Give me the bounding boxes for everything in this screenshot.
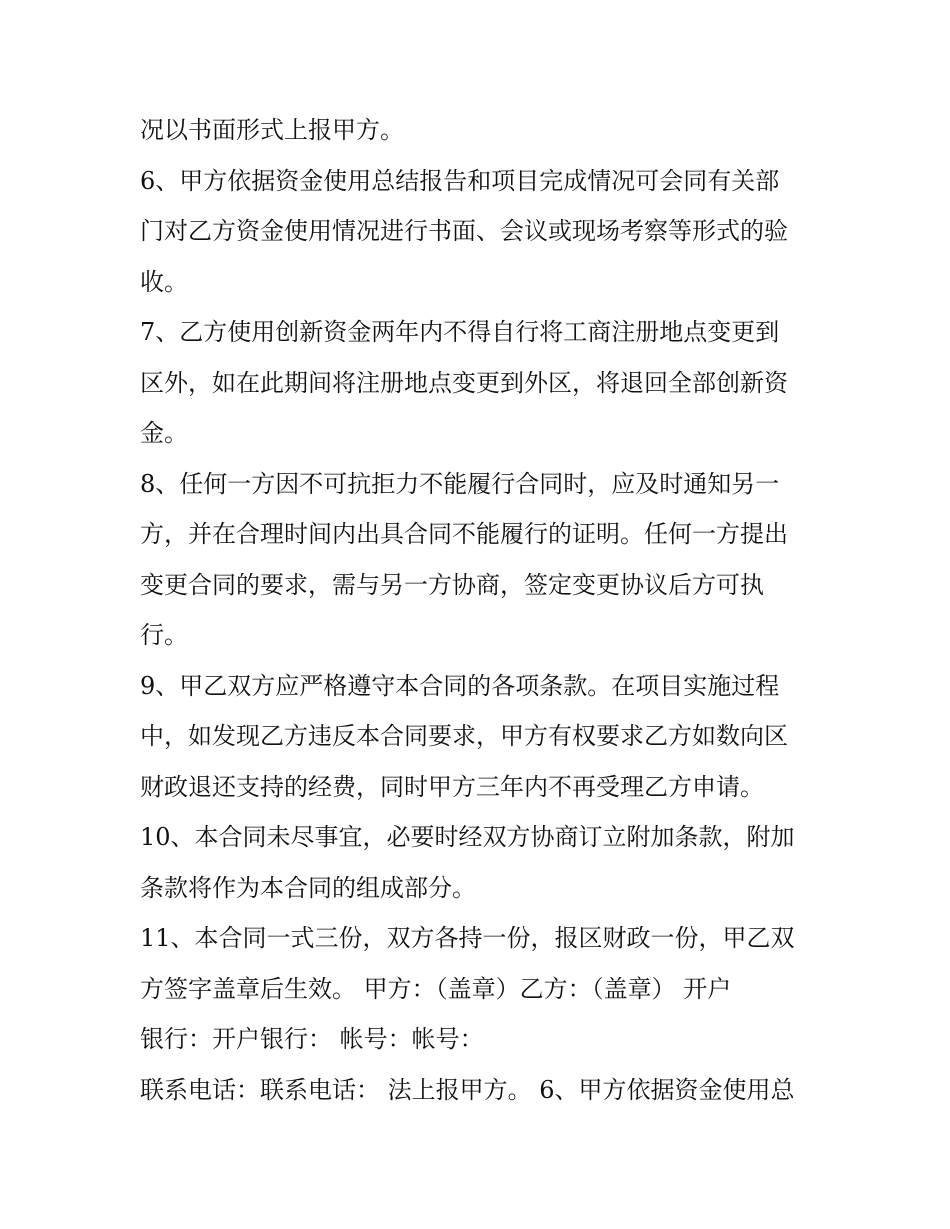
text-line: 银行：开户银行： 帐号：帐号：: [140, 1025, 484, 1053]
text-line: 行。: [140, 621, 188, 649]
text-line: 门对乙方资金使用情况进行书面、会议或现场考察等形式的验: [140, 217, 788, 245]
text-line: 联系电话：联系电话： 法上报甲方。 6、甲方依据资金使用总: [140, 1075, 795, 1104]
text-line: 7、乙方使用创新资金两年内不得自行将工商注册地点变更到: [140, 318, 780, 346]
text-line: 况以书面形式上报甲方。: [140, 116, 404, 144]
text-line: 中，如发现乙方违反本合同要求，甲方有权要求乙方如数向区: [140, 722, 788, 750]
contract-clauses-text: [140, 105, 820, 1115]
text-line: 11、本合同一式三份，双方各持一份，报区财政一份，甲乙双: [140, 924, 795, 952]
text-line: 区外，如在此期间将注册地点变更到外区，将退回全部创新资: [140, 368, 788, 397]
text-line: 9、甲乙双方应严格遵守本合同的各项条款。在项目实施过程: [140, 671, 780, 700]
text-line: 收。: [140, 267, 188, 296]
text-line: 财政退还支持的经费，同时甲方三年内不再受理乙方申请。: [140, 772, 764, 801]
text-line: 8、任何一方因不可抗拒力不能履行合同时，应及时通知另一: [140, 469, 780, 498]
text-line: 方，并在合理时间内出具合同不能履行的证明。任何一方提出: [140, 520, 788, 548]
text-line: 方签字盖章后生效。 甲方：（盖章）乙方：（盖章） 开户: [140, 974, 732, 1003]
text-line: 变更合同的要求，需与另一方协商，签定变更协议后方可执: [140, 570, 764, 599]
text-line: 条款将作为本合同的组成部分。: [140, 873, 476, 902]
text-line: 6、甲方依据资金使用总结报告和项目完成情况可会同有关部: [140, 166, 780, 195]
text-line: 金。: [140, 419, 188, 447]
text-line: 10、本合同未尽事宜，必要时经双方协商订立附加条款，附加: [140, 823, 795, 851]
